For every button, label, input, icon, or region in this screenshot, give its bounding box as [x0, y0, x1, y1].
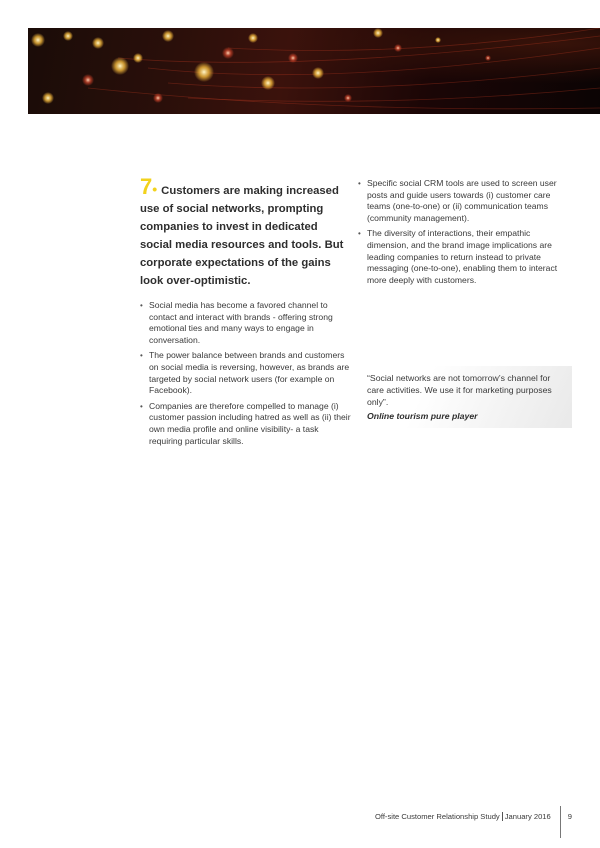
list-item: • The power balance between brands and customers on social media is reversing, however, as brands are targeted by social network users (for example on Facebook). [140, 350, 352, 396]
section-heading-text: Customers are making increased use of social networks, prompting companies to invest in dedicated social media resources and tools. But corporate expectations of the gains look over-optimistic. [140, 185, 344, 287]
header-banner-image [28, 28, 600, 114]
list-item: • The diversity of interactions, their empathic dimension, and the brand image implications are leading companies to return instead to private messaging (one-to-one), enabling them to interact more deeply with customers. [358, 228, 572, 286]
quote-text: “Social networks are not tomorrow’s channel for care activities. We use it for marketing purposes only”. [367, 373, 552, 407]
right-bullet-list [358, 178, 572, 286]
right-column [358, 178, 572, 290]
footer-date: January 2016 [504, 811, 551, 821]
page-number: 9 [567, 811, 572, 821]
section-heading [140, 174, 352, 290]
quote-source: Online tourism pure player [367, 411, 478, 421]
quote-box [362, 366, 572, 428]
accent-dot-icon: • [152, 181, 158, 197]
list-item: • Companies are therefore compelled to manage (i) customer passion including hatred as well as (ii) their own media profile and online visibility- a task requiring particular skills. [140, 401, 352, 447]
footer-divider [502, 812, 503, 821]
section-number: 7 [140, 174, 153, 199]
page-footer [375, 809, 572, 823]
left-bullet-list [140, 300, 352, 447]
left-column [140, 174, 352, 451]
list-item: • Social media has become a favored channel to contact and interact with brands - offering strong emotional ties and many ways to engage in conversation. [140, 300, 352, 346]
page-number-divider [560, 806, 561, 838]
list-item: • Specific social CRM tools are used to screen user posts and guide users towards (i) customer care teams (one-to-one) or (ii) communication teams (community management). [358, 178, 572, 224]
footer-title: Off-site Customer Relationship Study [374, 811, 500, 821]
fiber-optic-lights-image [28, 28, 600, 114]
